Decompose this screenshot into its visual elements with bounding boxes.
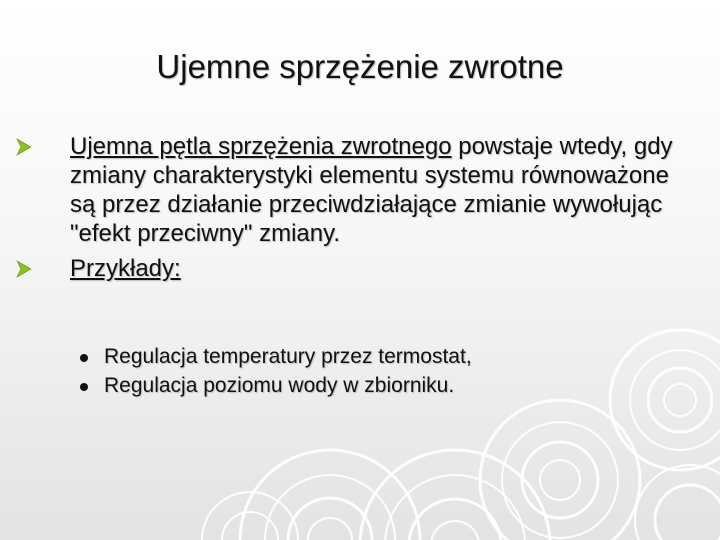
examples-heading: Przykłady: [70, 255, 181, 282]
round-dot-icon [80, 354, 88, 362]
green-arrow-icon [16, 260, 32, 278]
bullet-list [70, 132, 690, 283]
definition-term: Ujemna pętla sprzężenia zwrotnego [70, 133, 452, 160]
sub-item-text: Regulacja poziomu wody w zbiorniku. [104, 374, 455, 397]
sub-item-text: Regulacja temperatury przez termostat, [104, 345, 472, 368]
slide-title: Ujemne sprzężenie zwrotne [156, 48, 564, 85]
list-item [104, 342, 664, 371]
green-arrow-icon [16, 138, 32, 156]
definition-text: powstaje wtedy, gdy zmiany charakterystyki elementu systemu równoważone są przez działanie przeciwdziałające zmianie wywołując "efekt przeciwny" zmiany. [70, 133, 673, 247]
bullet-item-examples [70, 254, 690, 283]
sub-bullet-list [104, 342, 664, 400]
round-dot-icon [80, 383, 88, 391]
bullet-item-definition [70, 132, 690, 248]
list-item [104, 371, 664, 400]
